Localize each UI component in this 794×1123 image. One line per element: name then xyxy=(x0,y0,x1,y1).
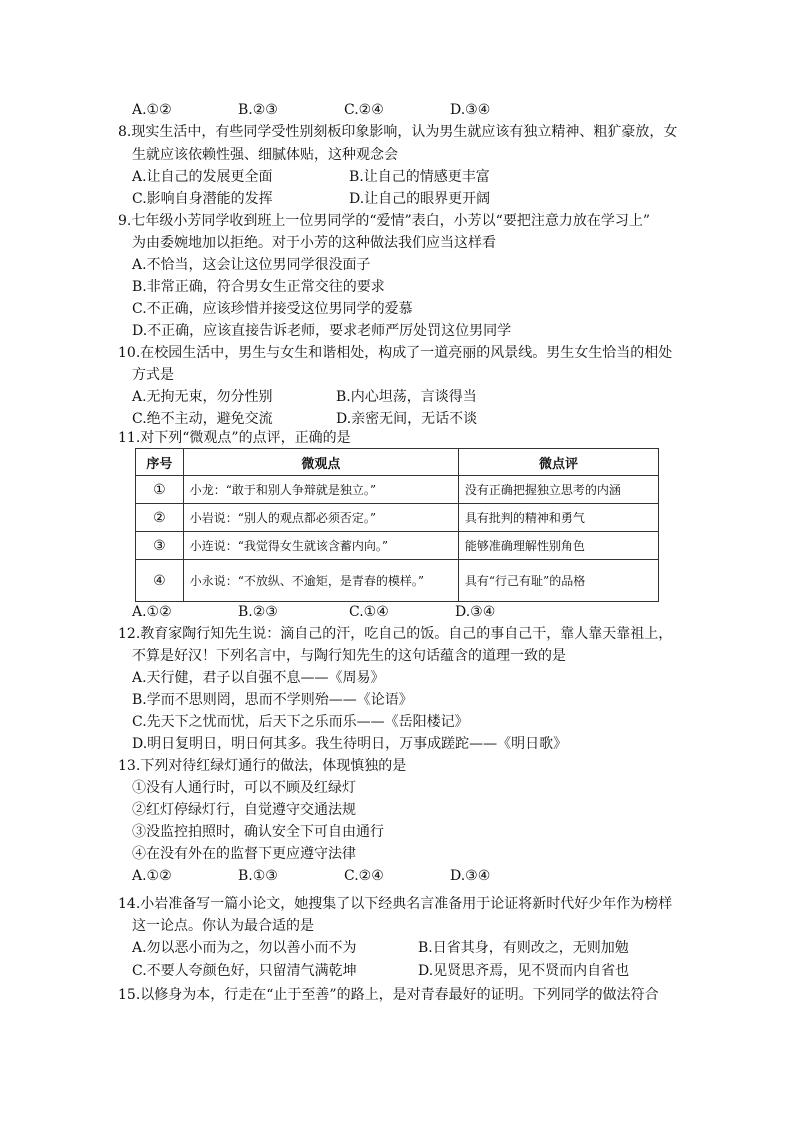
q13-option-d: D.③④ xyxy=(450,868,491,884)
row-number: ② xyxy=(136,504,184,532)
q12-stem-line2: 不算是好汉！下列名言中，与陶行知先生的这句话蕴含的道理一致的是 xyxy=(132,648,566,664)
q7-option-a: A.①② xyxy=(132,102,172,118)
q7-option-c: C.②④ xyxy=(344,102,384,118)
q9-option-b: B.非常正确，符合男女生正常交往的要求 xyxy=(132,279,385,295)
q13-option-c: C.②④ xyxy=(344,868,384,884)
q11-option-d: D.③④ xyxy=(455,604,496,620)
q14-option-b: B.日省其身，有则改之，无则加勉 xyxy=(418,940,629,956)
q13-option-b: B.①③ xyxy=(238,868,278,884)
row-viewpoint: 小龙：“敢于和别人争辩就是独立。” xyxy=(183,476,458,504)
row-comment: 具有“行己有耻”的品格 xyxy=(458,560,658,602)
q10-option-d: D.亲密无间，无话不谈 xyxy=(336,411,478,427)
q8-option-b: B.让自己的情感更丰富 xyxy=(349,169,490,185)
row-viewpoint: 小岩说：“别人的观点都必须否定。” xyxy=(183,504,458,532)
q11-stem: 11.对下列“微观点”的点评，正确的是 xyxy=(118,430,351,446)
q12-stem-line1: 12.教育家陶行知先生说：滴自己的汗，吃自己的饭。自己的事自己干，靠人靠天靠祖上， xyxy=(118,626,673,642)
table-header-view: 微观点 xyxy=(183,449,458,476)
q10-stem-line2: 方式是 xyxy=(132,367,174,383)
q10-option-a: A.无拘无束，勿分性别 xyxy=(132,389,273,405)
q12-option-b: B.学而不思则罔，思而不学则殆——《论语》 xyxy=(132,692,413,708)
q13-option-a: A.①② xyxy=(132,868,172,884)
q13-stem: 13.下列对待红绿灯通行的做法，体现慎独的是 xyxy=(118,758,407,774)
q8-option-a: A.让自己的发展更全面 xyxy=(132,169,273,185)
row-viewpoint: 小连说：“我觉得女生就该含蓄内向。” xyxy=(183,532,458,560)
micro-viewpoint-table xyxy=(135,448,659,602)
q7-option-d: D.③④ xyxy=(450,102,491,118)
q13-item-2: ②红灯停绿灯行，自觉遵守交通法规 xyxy=(132,802,356,818)
row-viewpoint: 小永说：“不放纵、不逾矩，是青春的模样。” xyxy=(183,560,458,602)
q8-option-d: D.让自己的眼界更开阔 xyxy=(349,191,491,207)
q7-option-b: B.②③ xyxy=(238,102,278,118)
table-row xyxy=(136,532,659,560)
row-comment: 没有正确把握独立思考的内涵 xyxy=(458,476,658,504)
table-header-no: 序号 xyxy=(136,449,184,476)
row-comment: 能够准确理解性别角色 xyxy=(458,532,658,560)
q9-stem-line2: 为由委婉地加以拒绝。对于小芳的这种做法我们应当这样看 xyxy=(132,235,496,251)
q11-option-a: A.①② xyxy=(132,604,172,620)
q8-stem-line1: 8.现实生活中，有些同学受性别刻板印象影响，认为男生就应该有独立精神、粗犷豪放，女 xyxy=(118,124,678,140)
q11-option-c: C.①④ xyxy=(349,604,389,620)
q12-option-d: D.明日复明日，明日何其多。我生待明日，万事成蹉跎——《明日歌》 xyxy=(132,736,568,752)
table-row xyxy=(136,504,659,532)
q13-item-3: ③没监控拍照时，确认安全下可自由通行 xyxy=(132,824,384,840)
row-number: ① xyxy=(136,476,184,504)
q12-option-a: A.天行健，君子以自强不息——《周易》 xyxy=(132,670,385,686)
table-row xyxy=(136,560,659,602)
q9-option-a: A.不恰当，这会让这位男同学很没面子 xyxy=(132,257,371,273)
q9-option-d: D.不正确，应该直接告诉老师，要求老师严厉处罚这位男同学 xyxy=(132,323,512,339)
q10-option-b: B.内心坦荡，言谈得当 xyxy=(336,389,477,405)
q14-option-d: D.见贤思齐焉，见不贤而内自省也 xyxy=(418,963,630,979)
q14-stem-line2: 这一论点。你认为最合适的是 xyxy=(132,918,314,934)
q8-option-c: C.影响自身潜能的发挥 xyxy=(132,191,273,207)
table-header-comment: 微点评 xyxy=(458,449,658,476)
q11-option-b: B.②③ xyxy=(238,604,278,620)
q8-stem-line2: 生就应该依赖性强、细腻体贴，这种观念会 xyxy=(132,147,398,163)
q10-stem-line1: 10.在校园生活中，男生与女生和谐相处，构成了一道亮丽的风景线。男生女生恰当的相处 xyxy=(118,345,673,361)
q13-item-4: ④在没有外在的监督下更应遵守法律 xyxy=(132,846,356,862)
row-number: ③ xyxy=(136,532,184,560)
table-row xyxy=(136,476,659,504)
q14-stem-line1: 14.小岩准备写一篇小论文，她搜集了以下经典名言准备用于论证将新时代好少年作为榜样 xyxy=(118,896,673,912)
q12-option-c: C.先天下之忧而忧，后天下之乐而乐——《岳阳楼记》 xyxy=(132,714,469,730)
q14-option-a: A.勿以恶小而为之，勿以善小而不为 xyxy=(132,940,357,956)
q9-stem-line1: 9.七年级小芳同学收到班上一位男同学的“爱情”表白，小芳以“要把注意力放在学习上” xyxy=(118,213,650,229)
q9-option-c: C.不正确，应该珍惜并接受这位男同学的爱慕 xyxy=(132,301,413,317)
row-comment: 具有批判的精神和勇气 xyxy=(458,504,658,532)
row-number: ④ xyxy=(136,560,184,602)
q15-stem-line1: 15.以修身为本，行走在“止于至善”的路上，是对青春最好的证明。下列同学的做法符合 xyxy=(118,987,659,1003)
q10-option-c: C.绝不主动，避免交流 xyxy=(132,411,273,427)
q14-option-c: C.不要人夸颜色好，只留清气满乾坤 xyxy=(132,963,357,979)
q13-item-1: ①没有人通行时，可以不顾及红绿灯 xyxy=(132,780,356,796)
